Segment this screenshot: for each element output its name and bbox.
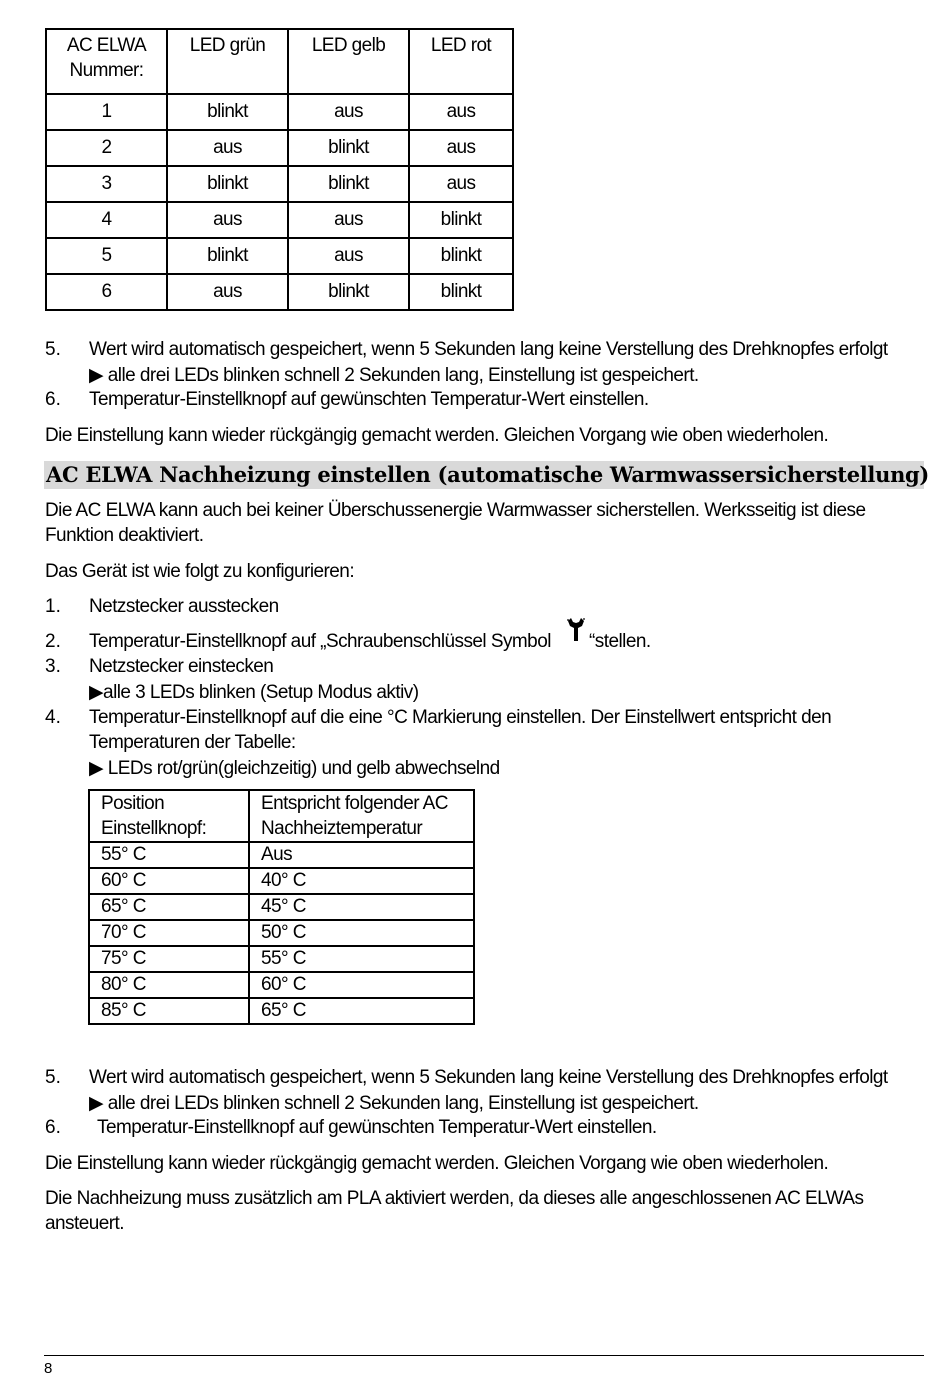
intro-paragraph-line: Funktion deaktiviert. — [45, 525, 204, 546]
led-header-green — [167, 29, 288, 94]
table-row — [89, 894, 474, 920]
table-cell: 1 — [46, 94, 167, 130]
wrench-icon — [565, 617, 587, 645]
led-header-yellow-label: LED gelb — [311, 35, 386, 56]
table-cell: blinkt — [288, 166, 409, 202]
final-paragraph-line: ansteuert. — [45, 1213, 124, 1234]
table-row — [89, 842, 474, 868]
list-number: 2. — [45, 631, 61, 652]
led-header-red-label: LED rot — [430, 35, 492, 56]
table-cell: 55° C — [249, 946, 474, 972]
table-cell: 6 — [46, 274, 167, 310]
step-subtext: ▶ LEDs rot/grün(gleichzeitig) und gelb abwechselnd — [89, 758, 500, 779]
temp-header-value-line1: Entspricht folgender AC — [261, 793, 448, 814]
intro-paragraph-line: Die AC ELWA kann auch bei keiner Überschussenergie Warmwasser sicherstellen. Werksseitig ist diese — [45, 500, 866, 521]
table-cell: aus — [167, 274, 288, 310]
table-cell: blinkt — [167, 238, 288, 274]
table-row — [89, 998, 474, 1024]
temp-header-position — [89, 790, 249, 842]
temp-header-value-line2: Nachheiztemperatur — [261, 818, 423, 839]
table-cell: 55° C — [89, 842, 249, 868]
table-cell: 60° C — [89, 868, 249, 894]
table-cell: 75° C — [89, 946, 249, 972]
table-row — [46, 274, 513, 310]
temp-header-value — [249, 790, 474, 842]
table-cell: 2 — [46, 130, 167, 166]
table-row — [46, 166, 513, 202]
table-cell: 4 — [46, 202, 167, 238]
table-cell: 65° C — [89, 894, 249, 920]
table-cell: 80° C — [89, 972, 249, 998]
step-text-end: “stellen. — [589, 631, 651, 652]
step-text: Wert wird automatisch gespeichert, wenn 5 Sekunden lang keine Verstellung des Drehknopfes erfolgt — [89, 1067, 888, 1088]
page-number: 8 — [44, 1360, 53, 1377]
led-table-header — [46, 29, 513, 94]
step-text: Temperatur-Einstellknopf auf „Schraubenschlüssel Symbol — [89, 631, 551, 652]
list-number: 6. — [45, 1117, 61, 1138]
table-cell: aus — [288, 202, 409, 238]
table-row — [89, 972, 474, 998]
table-cell: aus — [409, 94, 513, 130]
table-cell: blinkt — [288, 274, 409, 310]
step-text: Temperatur-Einstellknopf auf die eine °C Markierung einstellen. Der Einstellwert entspricht den — [89, 707, 832, 728]
note-paragraph: Die Einstellung kann wieder rückgängig gemacht werden. Gleichen Vorgang wie oben wiederholen. — [45, 425, 829, 446]
step-text: Netzstecker ausstecken — [89, 596, 279, 617]
table-cell: 3 — [46, 166, 167, 202]
led-header-yellow — [288, 29, 409, 94]
led-header-green-label: LED grün — [189, 35, 266, 56]
table-cell: Aus — [249, 842, 474, 868]
table-row — [89, 946, 474, 972]
table-cell: blinkt — [409, 274, 513, 310]
table-cell: blinkt — [167, 94, 288, 130]
table-cell: 45° C — [249, 894, 474, 920]
table-cell: 50° C — [249, 920, 474, 946]
table-cell: blinkt — [409, 238, 513, 274]
step-subtext: ▶alle 3 LEDs blinken (Setup Modus aktiv) — [89, 682, 419, 703]
list-number: 4. — [45, 707, 61, 728]
table-row — [89, 920, 474, 946]
table-cell: 60° C — [249, 972, 474, 998]
config-paragraph: Das Gerät ist wie folgt zu konfigurieren: — [45, 561, 355, 582]
temp-header-position-line2: Einstellknopf: — [101, 818, 207, 839]
list-number: 1. — [45, 596, 61, 617]
table-row — [46, 202, 513, 238]
table-cell: blinkt — [167, 166, 288, 202]
step-subtext: ▶ alle drei LEDs blinken schnell 2 Sekunden lang, Einstellung ist gespeichert. — [89, 1093, 699, 1114]
table-row — [46, 238, 513, 274]
table-cell: blinkt — [288, 130, 409, 166]
list-number: 5. — [45, 1067, 61, 1088]
table-cell: aus — [288, 238, 409, 274]
list-number: 6. — [45, 389, 61, 410]
step-text: Netzstecker einstecken — [89, 656, 274, 677]
table-row — [89, 868, 474, 894]
temperature-table-header — [89, 790, 474, 842]
list-number: 3. — [45, 656, 61, 677]
list-number: 5. — [45, 339, 61, 360]
step-text: Temperatur-Einstellknopf auf gewünschten Temperatur-Wert einstellen. — [97, 1117, 657, 1138]
table-cell: aus — [167, 202, 288, 238]
table-cell: 65° C — [249, 998, 474, 1024]
led-header-number-label: AC ELWA Nummer: — [66, 35, 147, 81]
table-row — [46, 130, 513, 166]
step-text: Wert wird automatisch gespeichert, wenn 5 Sekunden lang keine Verstellung des Drehknopfes erfolgt — [89, 339, 888, 360]
led-table — [45, 28, 514, 311]
step-text: Temperaturen der Tabelle: — [89, 732, 296, 753]
table-cell: aus — [167, 130, 288, 166]
temp-header-position-line1: Position — [101, 793, 165, 814]
temperature-table — [88, 789, 475, 1025]
table-cell: aus — [409, 166, 513, 202]
table-row — [46, 94, 513, 130]
footer-divider — [44, 1355, 924, 1356]
led-header-number — [46, 29, 167, 94]
table-cell: 5 — [46, 238, 167, 274]
table-cell: 70° C — [89, 920, 249, 946]
led-header-red — [409, 29, 513, 94]
table-cell: aus — [409, 130, 513, 166]
table-cell: 85° C — [89, 998, 249, 1024]
step-subtext: ▶ alle drei LEDs blinken schnell 2 Sekunden lang, Einstellung ist gespeichert. — [89, 365, 699, 386]
note-paragraph: Die Einstellung kann wieder rückgängig gemacht werden. Gleichen Vorgang wie oben wiederholen. — [45, 1153, 829, 1174]
section-heading — [44, 461, 930, 489]
table-cell: blinkt — [409, 202, 513, 238]
table-cell: 40° C — [249, 868, 474, 894]
final-paragraph-line: Die Nachheizung muss zusätzlich am PLA aktiviert werden, da dieses alle angeschlossenen AC ELWAs — [45, 1188, 864, 1209]
section-heading-text: AC ELWA Nachheizung einstellen (automatische Warmwassersicherstellung) — [46, 462, 930, 487]
step-text: Temperatur-Einstellknopf auf gewünschten Temperatur-Wert einstellen. — [89, 389, 649, 410]
table-cell: aus — [288, 94, 409, 130]
